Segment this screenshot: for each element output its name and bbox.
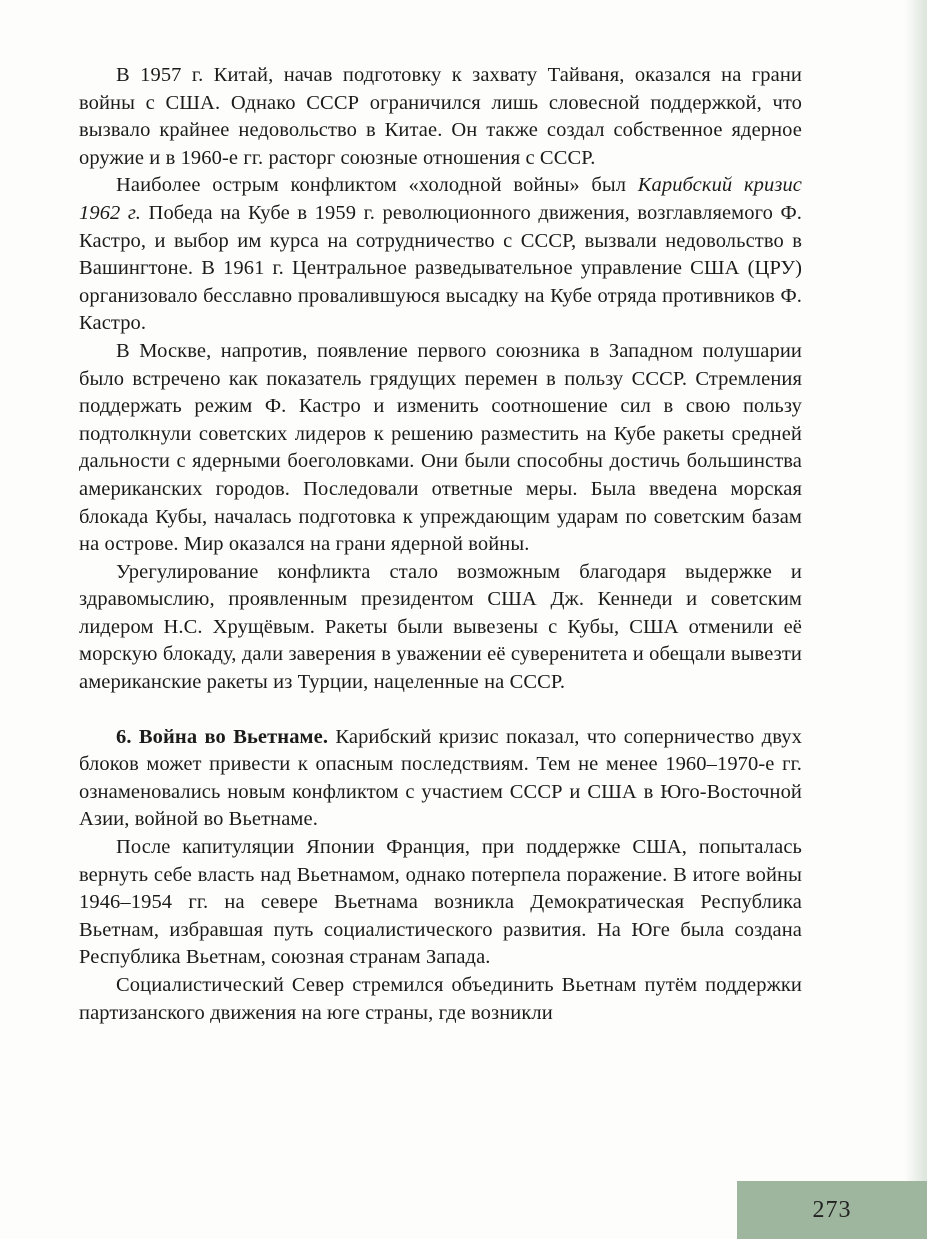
- paragraph-text: В 1957 г. Китай, начав подготовку к захвату Тайваня, оказался на грани войны с США. Однако СССР ограничился лишь словесной поддержкой, что вызвало крайнее недовольство в Китае. Он также создал собственное ядерное оружие и в 1960-е гг. расторг союзные отношения с СССР.: [79, 64, 802, 169]
- paragraph-text: После капитуляции Японии Франция, при поддержке США, попыталась вернуть себе власть над Вьетнамом, однако потерпела поражение. В итоге войны 1946–1954 гг. на севере Вьетнама возникла Демократическая Республика Вьетнам, избравшая путь социалистического развития. На Юге была создана Республика Вьетнам, союзная странам Запада.: [79, 836, 802, 969]
- paragraph-text: Победа на Кубе в 1959 г. революционного движения, возглавляемого Ф. Кастро, и выбор им курса на сотрудничество с СССР, вызвали недовольство в Вашингтоне. В 1961 г. Центральное разведывательное управление США (ЦРУ) организовало бесславно провалившуюся высадку на Кубе отряда противников Ф. Кастро.: [79, 201, 802, 335]
- section-heading-text: 6. Война во Вьетнаме.: [116, 725, 329, 748]
- page-edge-shading: [905, 0, 927, 1239]
- paragraph-text: Социалистический Север стремился объединить Вьетнам путём поддержки партизанского движения на юге страны, где возникли: [79, 974, 802, 1024]
- paragraph-text: Урегулирование конфликта стало возможным благодаря выдержке и здравомыслию, проявленным президентом США Дж. Кеннеди и советским лидером Н.С. Хрущёвым. Ракеты были вывезены с Кубы, США отменили её морскую блокаду, дали заверения в уважении её суверенитета и обещали вывезти американские ракеты из Турции, нацеленные на СССР.: [79, 560, 802, 694]
- paragraph: [79, 62, 802, 172]
- paragraph: [79, 724, 802, 834]
- paragraph: [79, 338, 802, 559]
- paragraph-text: Карибский кризис 1962 г.: [79, 174, 802, 224]
- paragraph-text: В Москве, напротив, появление первого союзника в Западном полушарии было встречено как показатель грядущих перемен в пользу СССР. Стремления поддержать режим Ф. Кастро и изменить соотношение сил в свою пользу подтолкнули советских лидеров к решению разместить на Кубе ракеты средней дальности с ядерными боеголовками. Они были способны достичь большинства американских городов. Последовали ответные меры. Была введена морская блокада Кубы, началась подготовка к упреждающим ударам по советским базам на острове. Мир оказался на грани ядерной войны.: [79, 339, 802, 556]
- text-content: [79, 62, 802, 1027]
- paragraph: [79, 559, 802, 697]
- page-number-box: [737, 1181, 927, 1239]
- paragraph: [79, 172, 802, 338]
- paragraph: [79, 972, 802, 1027]
- paragraph-text: Наиболее острым конфликтом «холодной войны» был: [116, 174, 638, 197]
- paragraph: [79, 834, 802, 972]
- page-number: 273: [812, 1196, 852, 1223]
- paragraph-text: Карибский кризис показал, что соперничество двух блоков может привести к опасным последствиям. Тем не менее 1960–1970-е гг. ознаменовались новым конфликтом с участием СССР и США в Юго-Восточной Азии, войной во Вьетнаме.: [79, 725, 802, 831]
